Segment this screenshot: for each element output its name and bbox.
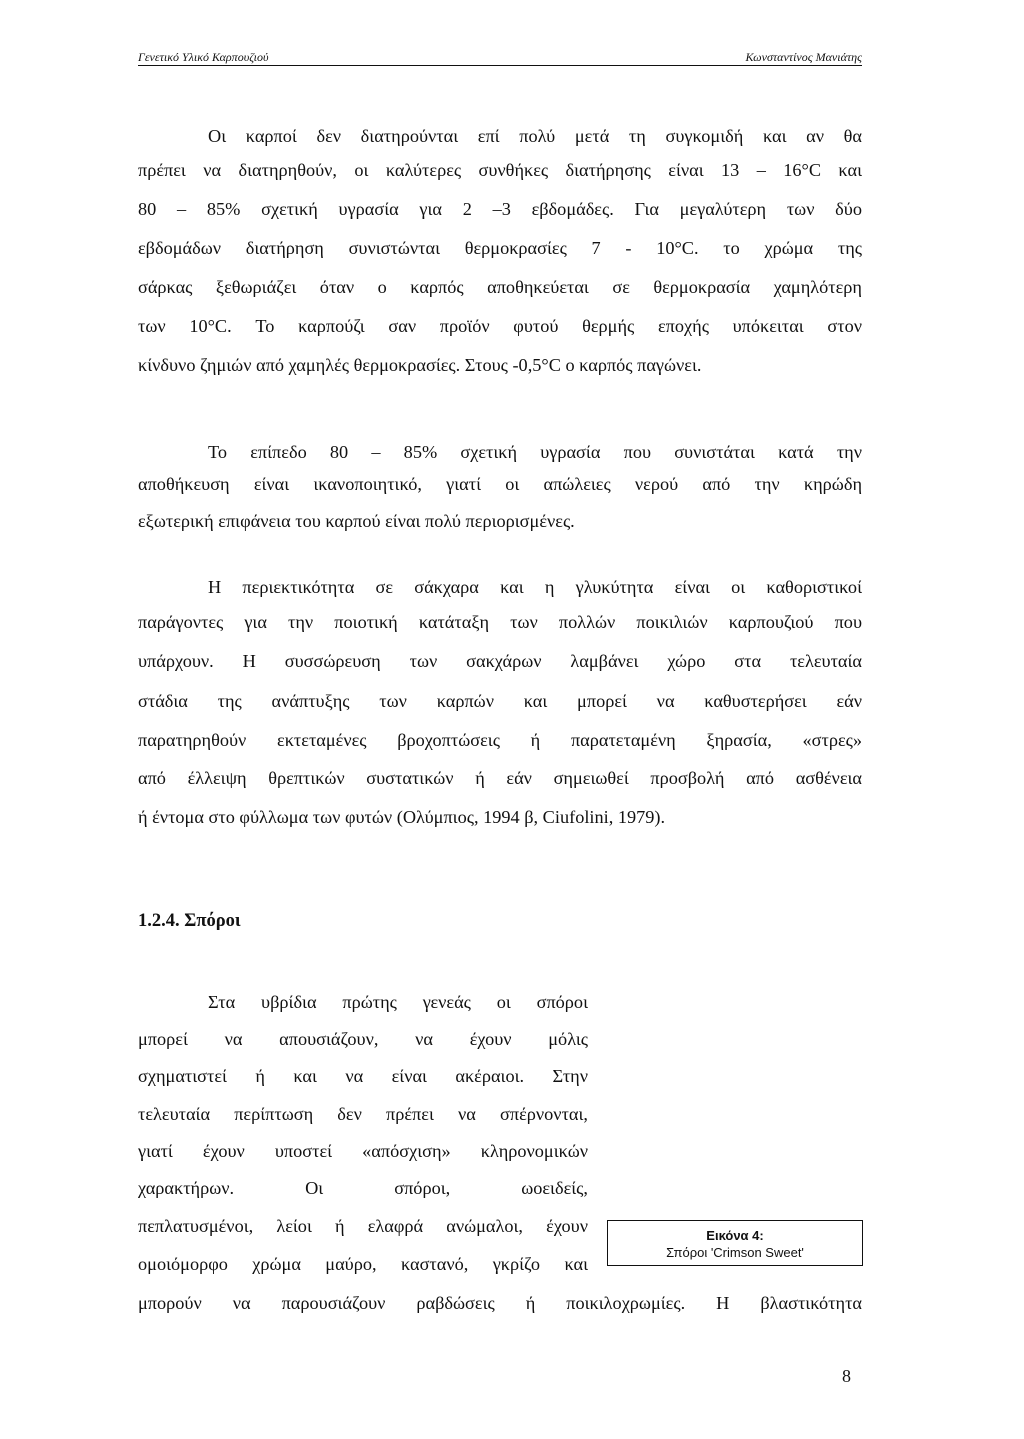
page-number: 8: [842, 1366, 851, 1386]
figure-caption-label: Εικόνα 4:: [706, 1228, 764, 1243]
text-line: σχηματιστεί ή και να είναι ακέραιοι. Στην: [138, 1066, 588, 1086]
text-line: από έλλειψη θρεπτικών συστατικών ή εάν σημειωθεί προσβολή από ασθένεια: [138, 768, 862, 788]
text-line: υπάρχουν. Η συσσώρευση των σακχάρων λαμβάνει χώρο στα τελευταία: [138, 651, 862, 671]
header-title: Γενετικό Υλικό Καρπουζιού: [138, 50, 269, 64]
text-line: σάρκας ξεθωριάζει όταν ο καρπός αποθηκεύεται σε θερμοκρασία χαμηλότερη: [138, 277, 862, 297]
text-line: Οι καρποί δεν διατηρούνται επί πολύ μετά τη συγκομιδή και αν θα: [208, 126, 862, 146]
text-line: αποθήκευση είναι ικανοποιητικό, γιατί οι απώλειες νερού από την κηρώδη: [138, 474, 862, 494]
text-line: εβδομάδων διατήρηση συνιστώνται θερμοκρασίες 7 - 10°C. το χρώμα της: [138, 238, 862, 258]
header-rule: [138, 65, 862, 66]
text-line: ομοιόμορφο χρώμα μαύρο, καστανό, γκρίζο και: [138, 1254, 588, 1274]
text-line: Η περιεκτικότητα σε σάκχαρα και η γλυκύτητα είναι οι καθοριστικοί: [208, 577, 862, 597]
text-line: παρατηρηθούν εκτεταμένες βροχοπτώσεις ή παρατεταμένη ξηρασία, «στρες»: [138, 730, 862, 750]
text-line: των 10°C. Το καρπούζι σαν προϊόν φυτού θερμής εποχής υπόκειται στον: [138, 316, 862, 336]
text-line: πρέπει να διατηρηθούν, οι καλύτερες συνθήκες διατήρησης είναι 13 – 16°C και: [138, 160, 862, 180]
text-line: πεπλατυσμένοι, λείοι ή ελαφρά ανώμαλοι, έχουν: [138, 1216, 588, 1236]
text-line: μπορούν να παρουσιάζουν ραβδώσεις ή ποικιλοχρωμίες. Η βλαστικότητα: [138, 1293, 862, 1313]
figure-caption-text: Σπόροι 'Crimson Sweet': [666, 1245, 804, 1260]
text-line: γιατί έχουν υποστεί «απόσχιση» κληρονομικών: [138, 1141, 588, 1161]
running-header: [138, 50, 862, 68]
text-line: μπορεί να απουσιάζουν, να έχουν μόλις: [138, 1029, 588, 1049]
text-line: Στα υβρίδια πρώτης γενεάς οι σπόροι: [208, 992, 588, 1012]
figure-caption-box: [607, 1220, 863, 1266]
text-line: εξωτερική επιφάνεια του καρπού είναι πολύ περιορισμένες.: [138, 511, 575, 531]
text-line: παράγοντες για την ποιοτική κατάταξη των πολλών ποικιλιών καρπουζιού που: [138, 612, 862, 632]
text-line: ή έντομα στο φύλλωμα των φυτών (Ολύμπιος, 1994 β, Ciufolini, 1979).: [138, 807, 666, 827]
section-heading: 1.2.4. Σπόροι: [138, 911, 241, 931]
header-author: Κωνσταντίνος Μανιάτης: [745, 50, 862, 64]
text-line: χαρακτήρων. Οι σπόροι, ωοειδείς,: [138, 1178, 588, 1198]
text-line: 80 – 85% σχετική υγρασία για 2 –3 εβδομάδες. Για μεγαλύτερη των δύο: [138, 199, 862, 219]
text-line: Το επίπεδο 80 – 85% σχετική υγρασία που συνιστάται κατά την: [208, 442, 862, 462]
text-line: στάδια της ανάπτυξης των καρπών και μπορεί να καθυστερήσει εάν: [138, 691, 862, 711]
text-line: κίνδυνο ζημιών από χαμηλές θερμοκρασίες. Στους -0,5°C ο καρπός παγώνει.: [138, 355, 702, 375]
text-line: τελευταία περίπτωση δεν πρέπει να σπέρνονται,: [138, 1104, 588, 1124]
